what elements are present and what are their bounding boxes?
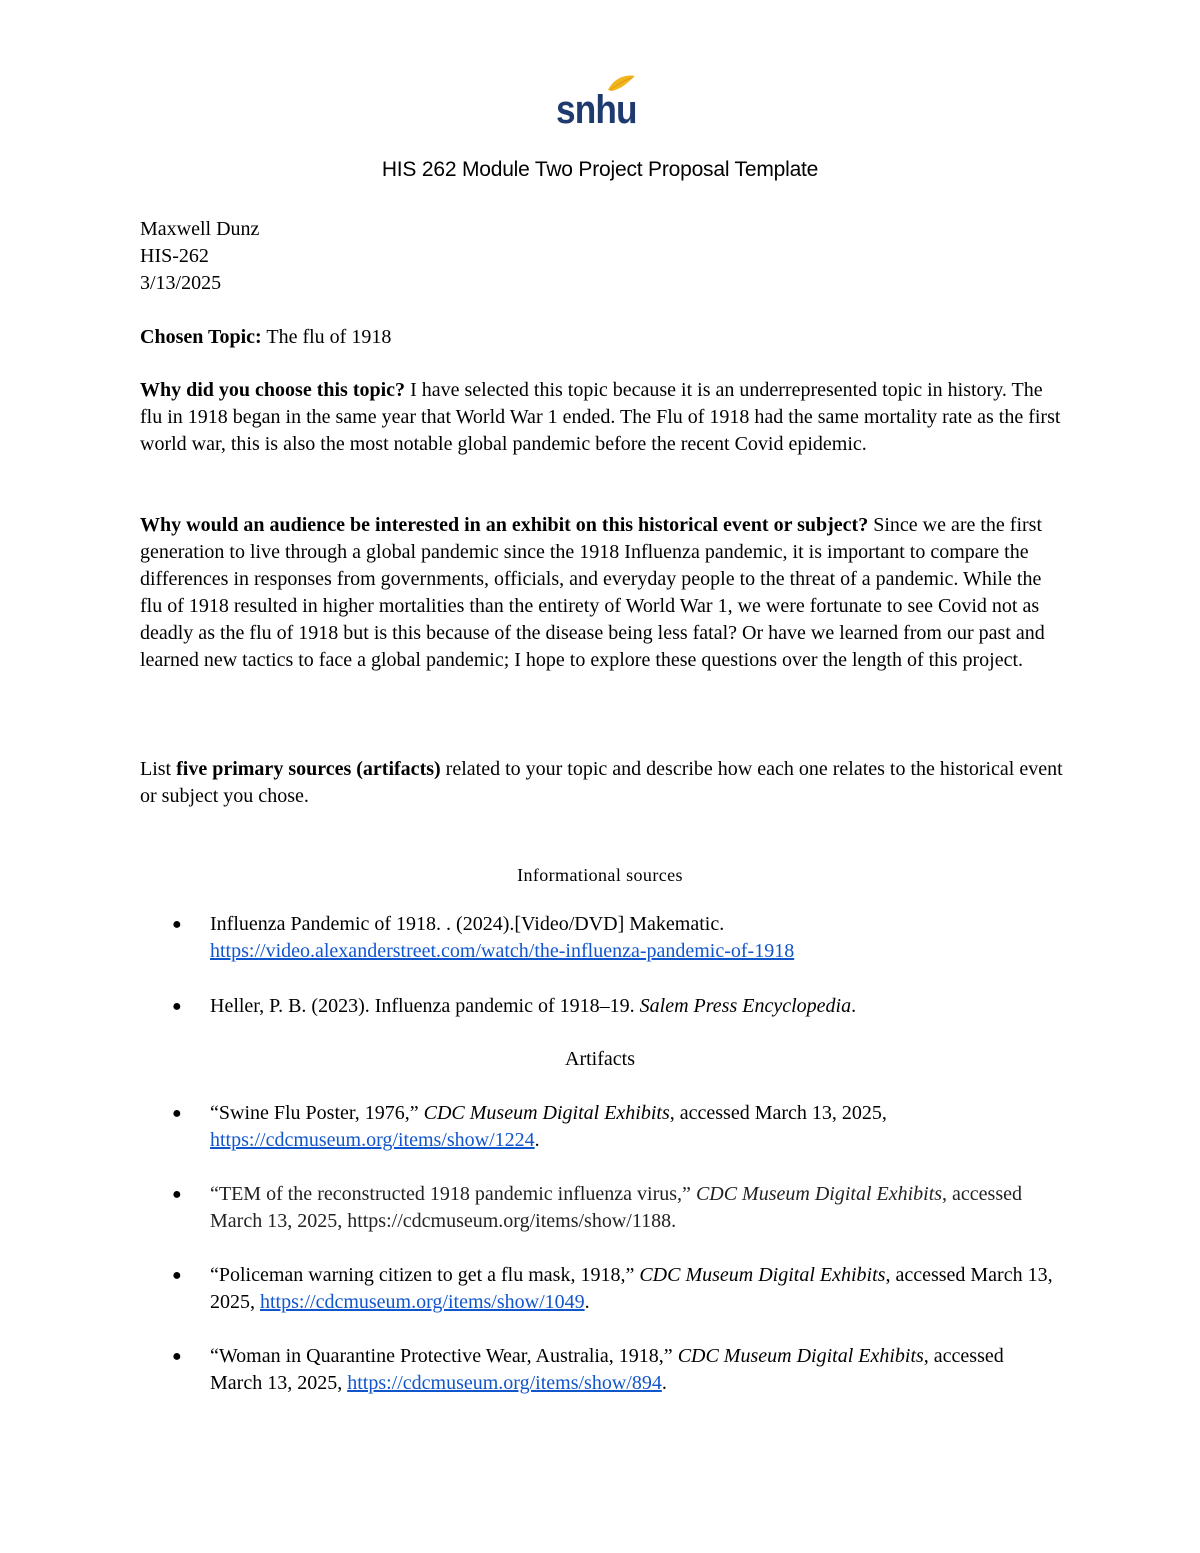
citation-accessed: , accessed March 13, 2025,: [210, 1345, 1004, 1394]
bullet-icon: ●: [172, 1348, 182, 1365]
citation-text: Heller, P. B. (2023). Influenza pandemic of 1918–19.: [210, 995, 640, 1017]
informational-heading: Informational sources: [517, 865, 683, 885]
citation-source: CDC Museum Digital Exhibits: [423, 1102, 670, 1124]
why-audience-answer: Since we are the first generation to live through a global pandemic since the 1918 Influenza pandemic, it is important to compare the differences in responses from governments, officials, and everyday people to the threat of a pandemic. While the flu of 1918 resulted in higher mortalities than the entirety of World War 1, we were fortunate to see Covid not as deadly as the flu of 1918 but is this because of the disease being less fatal? Or have we learned from our past and learned new tactics to face a global pandemic; I hope to explore these questions over the length of this project.: [140, 514, 1045, 671]
student-info: [140, 216, 1065, 297]
list-intro-pre: List: [140, 758, 177, 780]
list-intro-bold: five primary sources (artifacts): [176, 758, 441, 780]
citation-source: CDC Museum Digital Exhibits: [677, 1345, 924, 1367]
citation-source: Salem Press Encyclopedia: [639, 995, 852, 1017]
list-item: [172, 1181, 1060, 1235]
list-item: [172, 1262, 1060, 1316]
bullet-icon: ●: [172, 998, 182, 1015]
list-instructions: [140, 756, 1065, 810]
list-item: [172, 911, 1060, 965]
why-topic-paragraph: [140, 377, 1065, 458]
citation-title: “TEM of the reconstructed 1918 pandemic influenza virus,”: [210, 1183, 696, 1205]
page-title: HIS 262 Module Two Project Proposal Template: [381, 158, 819, 181]
citation-end: .: [584, 1291, 590, 1313]
citation-source: CDC Museum Digital Exhibits: [639, 1264, 886, 1286]
citation-link[interactable]: https://video.alexanderstreet.com/watch/the-influenza-pandemic-of-1918: [210, 940, 795, 962]
citation-title: “Woman in Quarantine Protective Wear, Australia, 1918,”: [210, 1345, 678, 1367]
chosen-topic: [140, 324, 1065, 351]
list-item: [172, 1343, 1060, 1397]
topic-value: The flu of 1918: [261, 326, 392, 348]
citation-end: .: [534, 1129, 540, 1151]
citation-accessed: , accessed March 13, 2025, https://cdcmuseum.org/items/show/1188.: [210, 1183, 1022, 1232]
bullet-icon: ●: [172, 1105, 182, 1122]
bullet-icon: ●: [172, 1186, 182, 1203]
citation-link[interactable]: https://cdcmuseum.org/items/show/1049: [260, 1291, 585, 1313]
why-topic-answer: I have selected this topic because it is an underrepresented topic in history. The flu in 1918 began in the same year that World War 1 ended. The Flu of 1918 had the same mortality rate as the first world war, this is also the most notable global pandemic before the recent Covid epidemic.: [140, 379, 1061, 455]
citation-end: .: [851, 995, 857, 1017]
citation-text: Influenza Pandemic of 1918. . (2024).[Video/DVD] Makematic.: [210, 913, 725, 935]
citation-accessed: , accessed March 13, 2025,: [669, 1102, 887, 1124]
list-intro-post: related to your topic and describe how each one relates to the historical event or subject you chose.: [140, 758, 1063, 807]
bullet-icon: ●: [172, 1267, 182, 1284]
why-audience-paragraph: [140, 512, 1065, 674]
list-item: [172, 1100, 1060, 1154]
student-name: Maxwell Dunz: [140, 218, 260, 240]
artifacts-heading: Artifacts: [565, 1048, 635, 1070]
course-code: HIS-262: [140, 245, 209, 267]
citation-link[interactable]: https://cdcmuseum.org/items/show/894: [347, 1372, 662, 1394]
citation-title: “Policeman warning citizen to get a flu mask, 1918,”: [210, 1264, 640, 1286]
citation-end: .: [661, 1372, 667, 1394]
citation-source: CDC Museum Digital Exhibits: [695, 1183, 943, 1205]
why-audience-question: Why would an audience be interested in an exhibit on this historical event or subject?: [140, 514, 869, 536]
submission-date: 3/13/2025: [140, 272, 222, 294]
citation-title: “Swine Flu Poster, 1976,”: [210, 1102, 424, 1124]
list-item: [172, 993, 1060, 1020]
logo-text: snhu: [556, 88, 637, 132]
snhu-logo: [556, 74, 638, 132]
topic-label: Chosen Topic:: [140, 326, 262, 348]
citation-link[interactable]: https://cdcmuseum.org/items/show/1224: [210, 1129, 535, 1151]
bullet-icon: ●: [172, 916, 182, 933]
why-topic-question: Why did you choose this topic?: [140, 379, 406, 401]
citation-accessed: , accessed March 13, 2025,: [210, 1264, 1053, 1313]
